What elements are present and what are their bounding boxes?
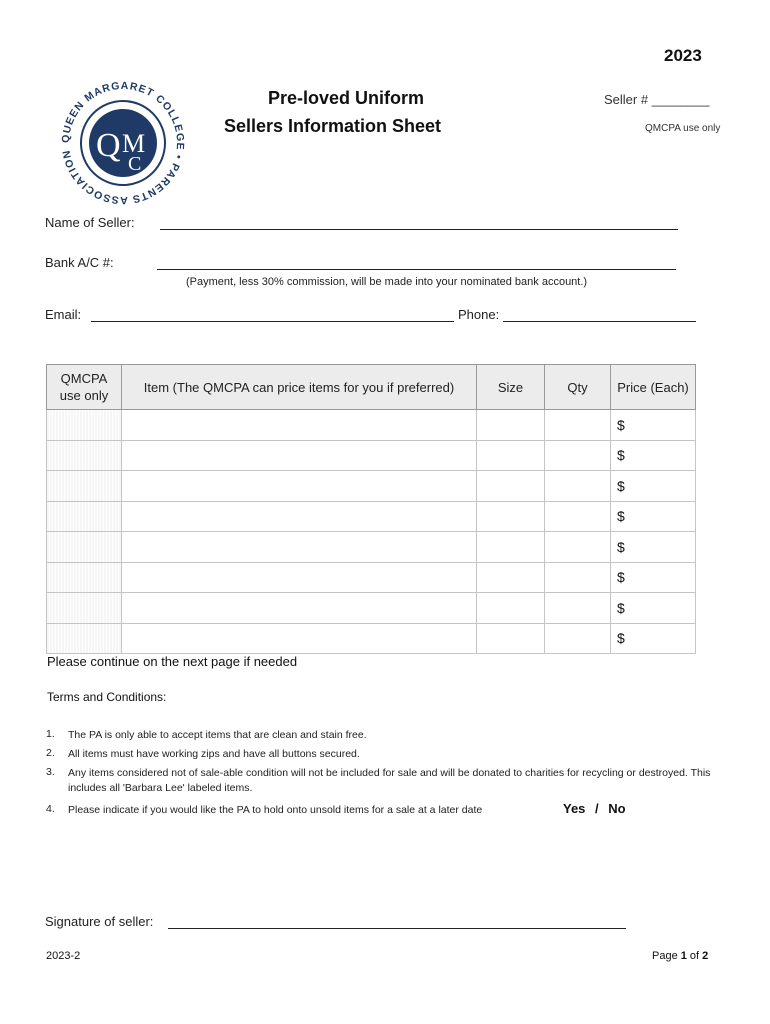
- title-line-1: Pre-loved Uniform: [268, 88, 425, 108]
- email-label: Email:: [45, 307, 82, 322]
- item-cell[interactable]: [122, 410, 477, 441]
- terms-title: Terms and Conditions:: [47, 690, 167, 704]
- items-table: [46, 364, 696, 654]
- price-cell[interactable]: $: [611, 593, 696, 624]
- qty-cell[interactable]: [545, 623, 611, 654]
- qty-cell[interactable]: [545, 410, 611, 441]
- page-total: 2: [702, 950, 709, 962]
- size-cell[interactable]: [477, 562, 545, 593]
- qmcpa-use-cell[interactable]: [47, 562, 122, 593]
- college-logo: [52, 78, 194, 208]
- size-cell[interactable]: [477, 471, 545, 502]
- qmcpa-use-only-note: QMCPA use only: [645, 123, 721, 134]
- table-row: [47, 440, 696, 471]
- bank-payment-note: (Payment, less 30% commission, will be made into your nominated bank account.): [186, 276, 588, 288]
- table-row: [47, 593, 696, 624]
- phone-label: Phone:: [458, 307, 500, 322]
- year: 2023: [664, 46, 702, 65]
- price-cell[interactable]: $: [611, 532, 696, 563]
- signature-field[interactable]: [168, 928, 626, 929]
- logo-monogram-q: Q: [96, 127, 121, 164]
- term-text: The PA is only able to accept items that are clean and stain free.: [68, 729, 367, 741]
- term-number: 2.: [46, 747, 55, 759]
- header-item: Item (The QMCPA can price items for you if preferred): [122, 365, 477, 410]
- items-table-header: [47, 365, 696, 410]
- footer-page-number: [652, 950, 708, 962]
- qmcpa-use-cell[interactable]: [47, 532, 122, 563]
- page-current: 1: [680, 950, 687, 962]
- name-of-seller-label: Name of Seller:: [45, 215, 135, 230]
- qmcpa-use-cell[interactable]: [47, 410, 122, 441]
- qmcpa-use-cell[interactable]: [47, 623, 122, 654]
- name-of-seller-field[interactable]: [160, 229, 678, 230]
- term-number: 3.: [46, 766, 55, 778]
- term-text: All items must have working zips and have all buttons secured.: [68, 748, 360, 760]
- size-cell[interactable]: [477, 501, 545, 532]
- term-text: Any items considered not of sale-able condition will not be included for sale and will be donated to charities for recycling or destroyed. This includes all 'Barbara Lee' labeled items.: [68, 767, 711, 794]
- item-cell[interactable]: [122, 501, 477, 532]
- table-row: [47, 501, 696, 532]
- qty-cell[interactable]: [545, 471, 611, 502]
- header-qty: Qty: [545, 365, 611, 410]
- item-cell[interactable]: [122, 623, 477, 654]
- signature-label: Signature of seller:: [45, 914, 154, 929]
- item-cell[interactable]: [122, 532, 477, 563]
- price-cell[interactable]: $: [611, 440, 696, 471]
- table-row: [47, 623, 696, 654]
- page-prefix: Page: [652, 950, 681, 962]
- item-cell[interactable]: [122, 562, 477, 593]
- logo-ring-text: QUEEN MARGARET COLLEGE • PARENTS ASSOCIATION: [59, 79, 187, 207]
- qmcpa-use-cell[interactable]: [47, 471, 122, 502]
- size-cell[interactable]: [477, 410, 545, 441]
- qty-cell[interactable]: [545, 501, 611, 532]
- qty-cell[interactable]: [545, 593, 611, 624]
- item-cell[interactable]: [122, 440, 477, 471]
- title-line-2: Sellers Information Sheet: [224, 116, 442, 136]
- price-cell[interactable]: $: [611, 623, 696, 654]
- qty-cell[interactable]: [545, 532, 611, 563]
- qmcpa-use-cell[interactable]: [47, 501, 122, 532]
- size-cell[interactable]: [477, 593, 545, 624]
- size-cell[interactable]: [477, 532, 545, 563]
- header-qmcpa-use-only: QMCPA use only: [47, 365, 122, 410]
- logo-monogram-m: M: [122, 129, 146, 158]
- seller-number-field[interactable]: Seller # ________: [604, 92, 710, 107]
- header-size: Size: [477, 365, 545, 410]
- term-text: Please indicate if you would like the PA to hold onto unsold items for a sale at a later date: [68, 804, 483, 816]
- yes-no-choice[interactable]: Yes / No: [563, 801, 626, 816]
- qmcpa-use-cell[interactable]: [47, 593, 122, 624]
- term-number: 4.: [46, 803, 55, 815]
- bank-account-field[interactable]: [157, 269, 676, 270]
- item-cell[interactable]: [122, 593, 477, 624]
- price-cell[interactable]: $: [611, 410, 696, 441]
- phone-field[interactable]: [503, 321, 696, 322]
- table-row: [47, 410, 696, 441]
- size-cell[interactable]: [477, 623, 545, 654]
- table-row: [47, 532, 696, 563]
- price-cell[interactable]: $: [611, 562, 696, 593]
- logo-monogram-c: C: [128, 153, 142, 175]
- continue-note: Please continue on the next page if needed: [47, 654, 298, 669]
- header-price: Price (Each): [611, 365, 696, 410]
- qmcpa-use-cell[interactable]: [47, 440, 122, 471]
- bank-account-label: Bank A/C #:: [45, 255, 114, 270]
- table-row: [47, 562, 696, 593]
- page-mid: of: [686, 950, 703, 962]
- size-cell[interactable]: [477, 440, 545, 471]
- qty-cell[interactable]: [545, 562, 611, 593]
- email-field[interactable]: [91, 321, 454, 322]
- term-number: 1.: [46, 728, 55, 740]
- price-cell[interactable]: $: [611, 471, 696, 502]
- table-row: [47, 471, 696, 502]
- price-cell[interactable]: $: [611, 501, 696, 532]
- qty-cell[interactable]: [545, 440, 611, 471]
- item-cell[interactable]: [122, 471, 477, 502]
- footer-version: 2023-2: [46, 950, 81, 962]
